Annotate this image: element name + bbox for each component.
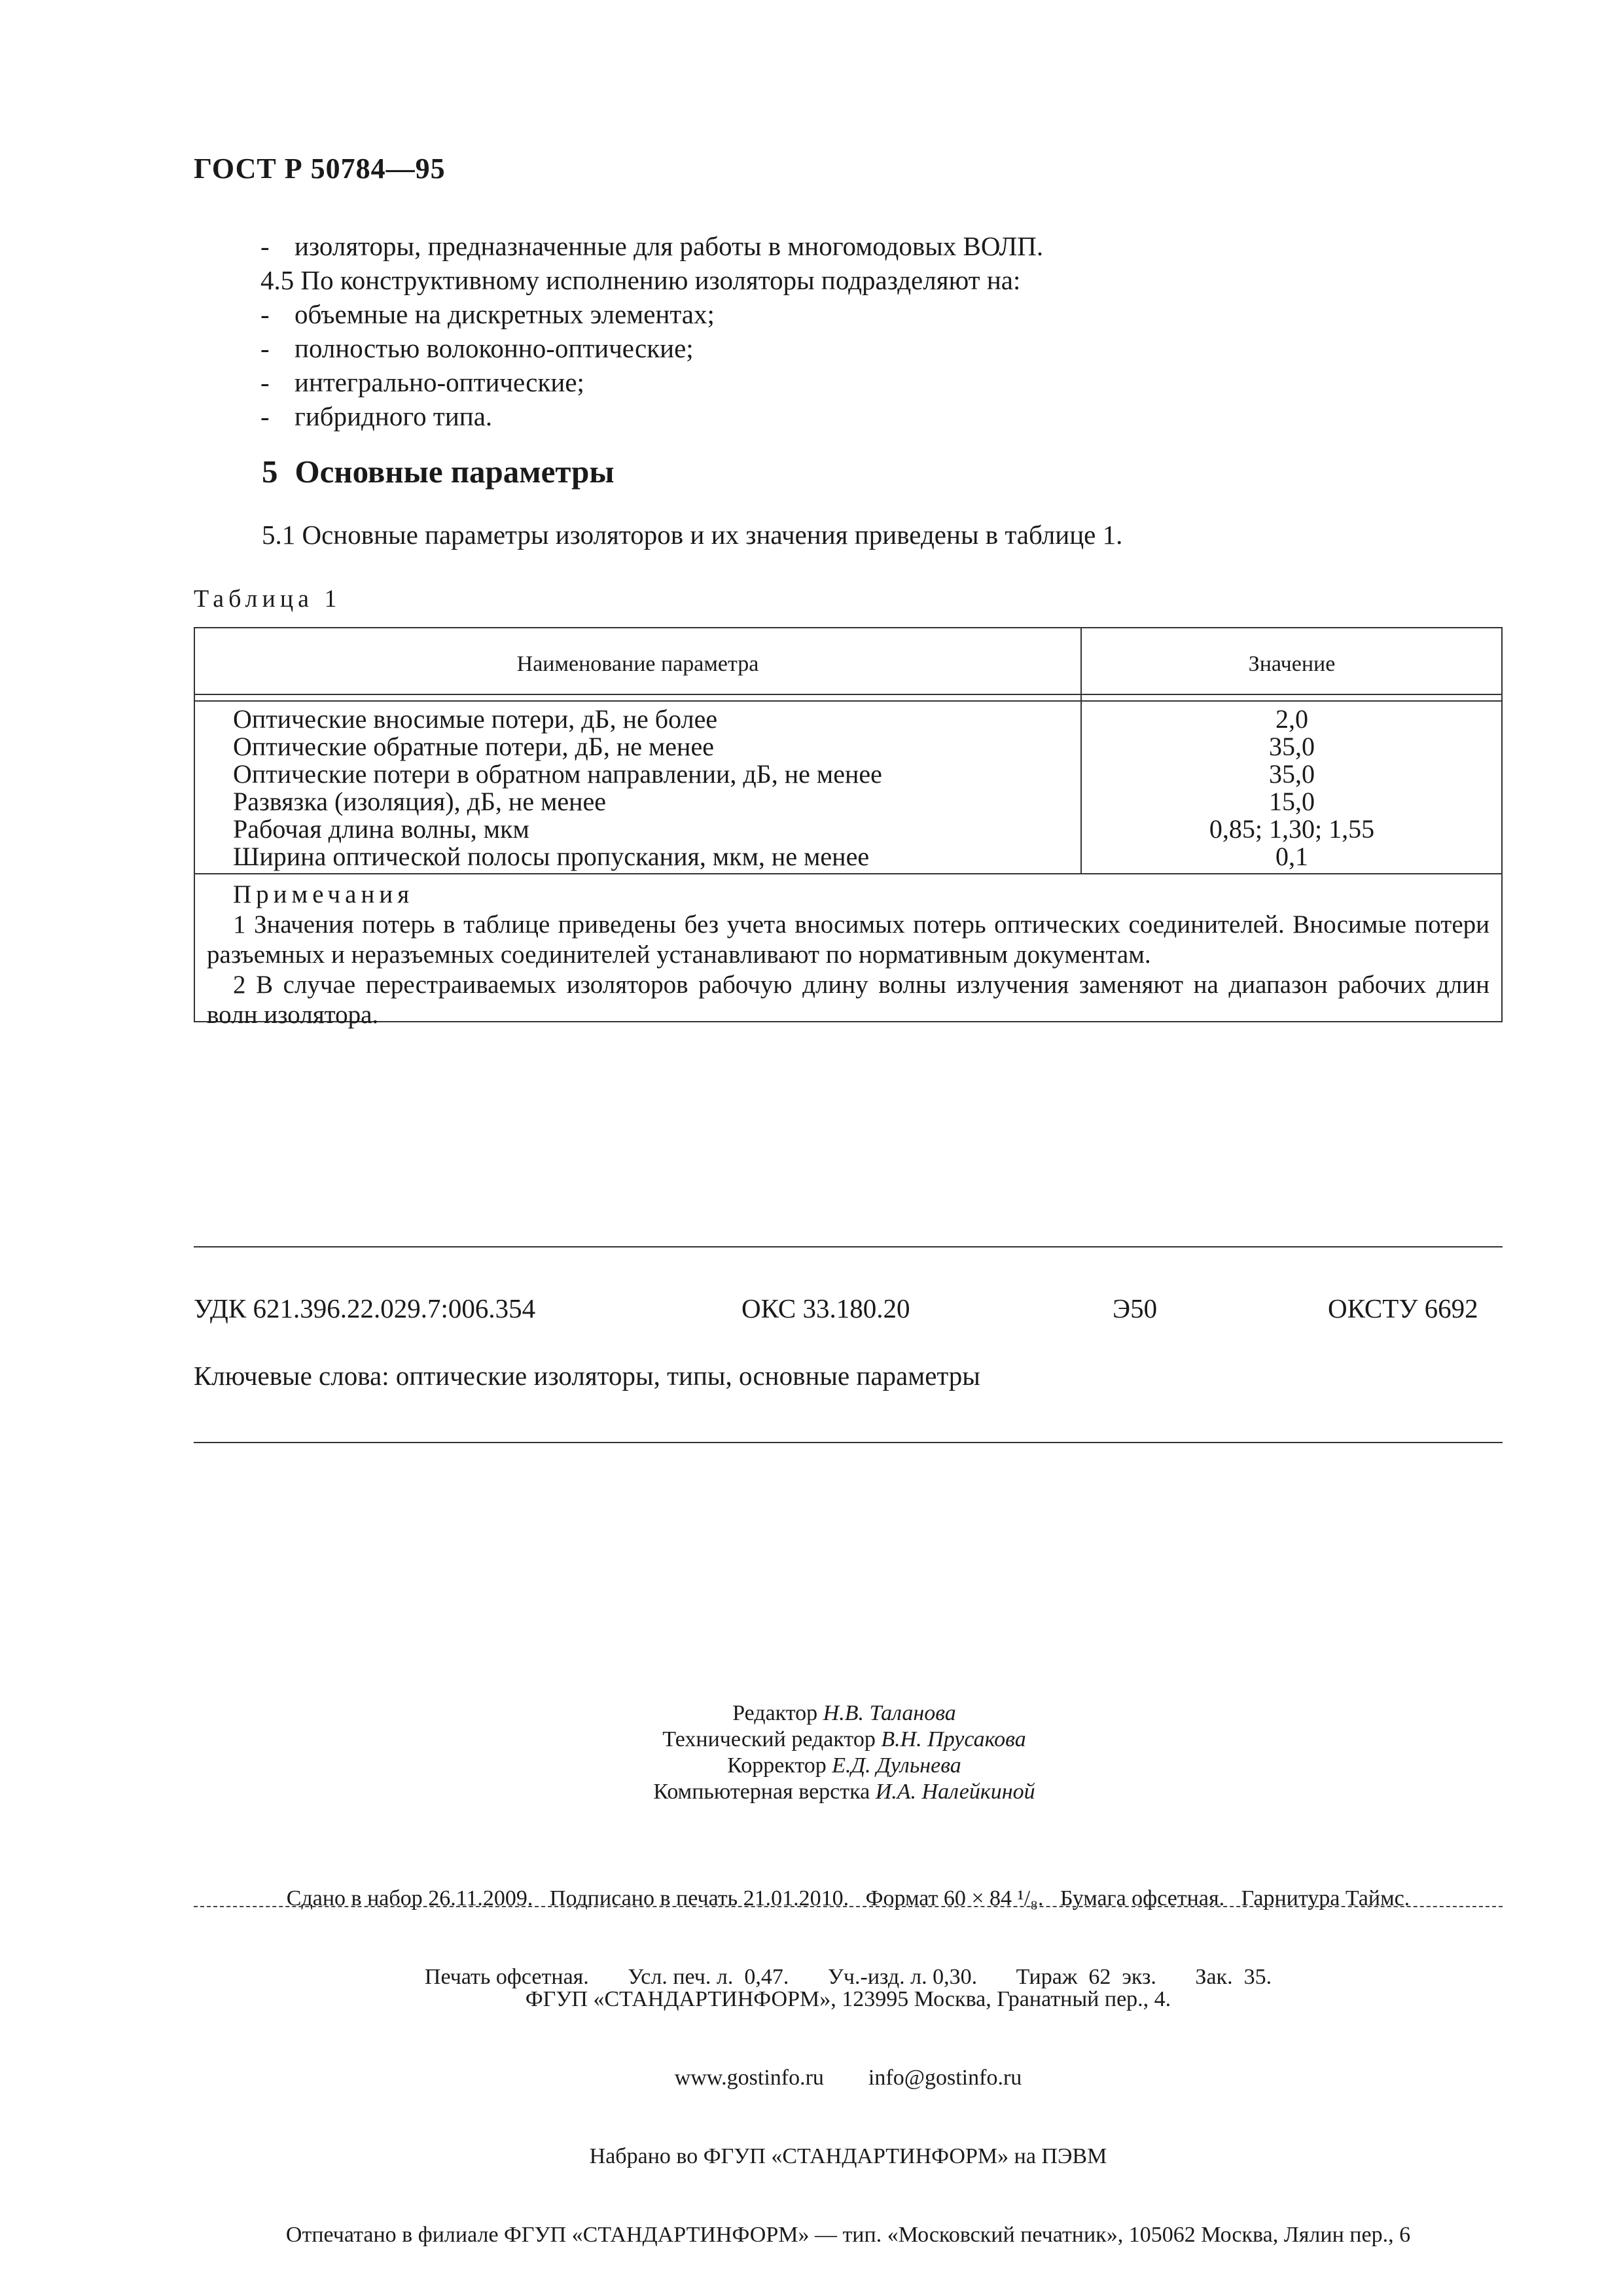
table-cell: Рабочая длина волны, мкм bbox=[233, 814, 529, 844]
table-notes bbox=[207, 880, 1489, 1030]
keywords: Ключевые слова: оптические изоляторы, типы, основные параметры bbox=[194, 1361, 980, 1391]
notes-title: Примечания bbox=[233, 880, 414, 908]
table-cell: Оптические потери в обратном направлении, дБ, не менее bbox=[233, 759, 882, 789]
table-value-column bbox=[1082, 706, 1502, 870]
staff-line: Корректор Е.Д. Дульнева bbox=[727, 1753, 961, 1778]
table-header-rule bbox=[195, 694, 1501, 695]
list-item: - полностью волоконно-оптические; bbox=[260, 333, 694, 363]
note-item: 1 Значения потерь в таблице приведены без учета вносимых потерь оптических соединителей. Вносимые потери разъемных и неразъемных соединителей устанавливают по нормативным документам. bbox=[207, 910, 1489, 969]
list-item: - изоляторы, предназначенные для работы в многомодовых ВОЛП. bbox=[260, 231, 1044, 261]
intro-list bbox=[260, 229, 1043, 433]
divider-top bbox=[194, 1246, 1503, 1247]
staff-line: Технический редактор В.Н. Прусакова bbox=[662, 1727, 1026, 1751]
list-item: - интегрально-оптические; bbox=[260, 367, 584, 397]
imprint-line: Печать офсетная. Усл. печ. л. 0,47. Уч.-изд. л. 0,30. Тираж 62 экз. Зак. 35. bbox=[424, 1965, 1272, 1989]
section-title-text: Основные параметры bbox=[294, 454, 615, 490]
table-cell: Развязка (изоляция), дБ, не менее bbox=[233, 787, 607, 816]
note-item: 2 В случае перестраиваемых изоляторов рабочую длину волны излучения заменяют на диапазон рабочих длин волн изолятора. bbox=[207, 971, 1489, 1029]
imprint-line: Сдано в набор 26.11.2009. Подписано в печать 21.01.2010. Формат 60 × 84 ¹/₈. Бумага офсетная. Гарнитура Таймс. bbox=[286, 1886, 1410, 1910]
okstu-code: ОКСТУ 6692 bbox=[1328, 1293, 1478, 1323]
section-title bbox=[262, 453, 615, 490]
list-item: - гибридного типа. bbox=[260, 401, 493, 431]
udk-code: УДК 621.396.22.029.7:006.354 bbox=[194, 1293, 536, 1323]
table-header-param: Наименование параметра bbox=[516, 652, 759, 676]
section-number: 5 bbox=[262, 454, 278, 490]
list-item: - объемные на дискретных элементах; bbox=[260, 299, 715, 329]
editorial-staff bbox=[0, 1700, 1623, 1805]
publisher-line: www.gostinfo.ru info@gostinfo.ru bbox=[674, 2066, 1022, 2090]
publisher-line: ФГУП «СТАНДАРТИНФОРМ», 123995 Москва, Гранатный пер., 4. bbox=[525, 1987, 1171, 2011]
table-header-rule-double bbox=[195, 700, 1501, 702]
table-cell: 35,0 bbox=[1269, 732, 1315, 761]
table-cell: 0,85; 1,30; 1,55 bbox=[1209, 814, 1375, 844]
table-cell: 15,0 bbox=[1269, 787, 1315, 816]
table-cell: 35,0 bbox=[1269, 759, 1315, 789]
table-cell: 0,1 bbox=[1275, 842, 1308, 871]
table-cell: Оптические вносимые потери, дБ, не более bbox=[233, 704, 718, 734]
staff-line: Редактор Н.В. Таланова bbox=[732, 1701, 956, 1725]
divider-bottom bbox=[194, 1442, 1503, 1443]
table-notes-rule bbox=[195, 873, 1501, 874]
table-header-value: Значение bbox=[1248, 652, 1336, 676]
list-item: 4.5 По конструктивному исполнению изоляторы подразделяют на: bbox=[260, 265, 1021, 295]
parameters-table bbox=[194, 627, 1503, 1029]
staff-line: Компьютерная верстка И.А. Налейкиной bbox=[653, 1780, 1035, 1804]
publisher-line: Набрано во ФГУП «СТАНДАРТИНФОРМ» на ПЭВМ bbox=[589, 2144, 1107, 2168]
publisher-info bbox=[194, 1934, 1503, 2274]
table-caption: Таблица 1 bbox=[194, 585, 342, 613]
table-cell: Ширина оптической полосы пропускания, мкм, не менее bbox=[233, 842, 870, 871]
table-param-column bbox=[233, 706, 882, 870]
dashed-divider bbox=[194, 1906, 1503, 1907]
table-cell: Оптические обратные потери, дБ, не менее bbox=[233, 732, 714, 761]
publisher-line: Отпечатано в филиале ФГУП «СТАНДАРТИНФОРМ» — тип. «Московский печатник», 105062 Москва, Лялин пер., 6 bbox=[285, 2223, 1411, 2247]
document-header: ГОСТ Р 50784—95 bbox=[194, 152, 446, 185]
paragraph-5-1: 5.1 Основные параметры изоляторов и их значения приведены в таблице 1. bbox=[262, 520, 1123, 550]
oks-code: ОКС 33.180.20 bbox=[741, 1293, 910, 1323]
table-cell: 2,0 bbox=[1275, 704, 1308, 734]
e-code: Э50 bbox=[1113, 1293, 1158, 1323]
